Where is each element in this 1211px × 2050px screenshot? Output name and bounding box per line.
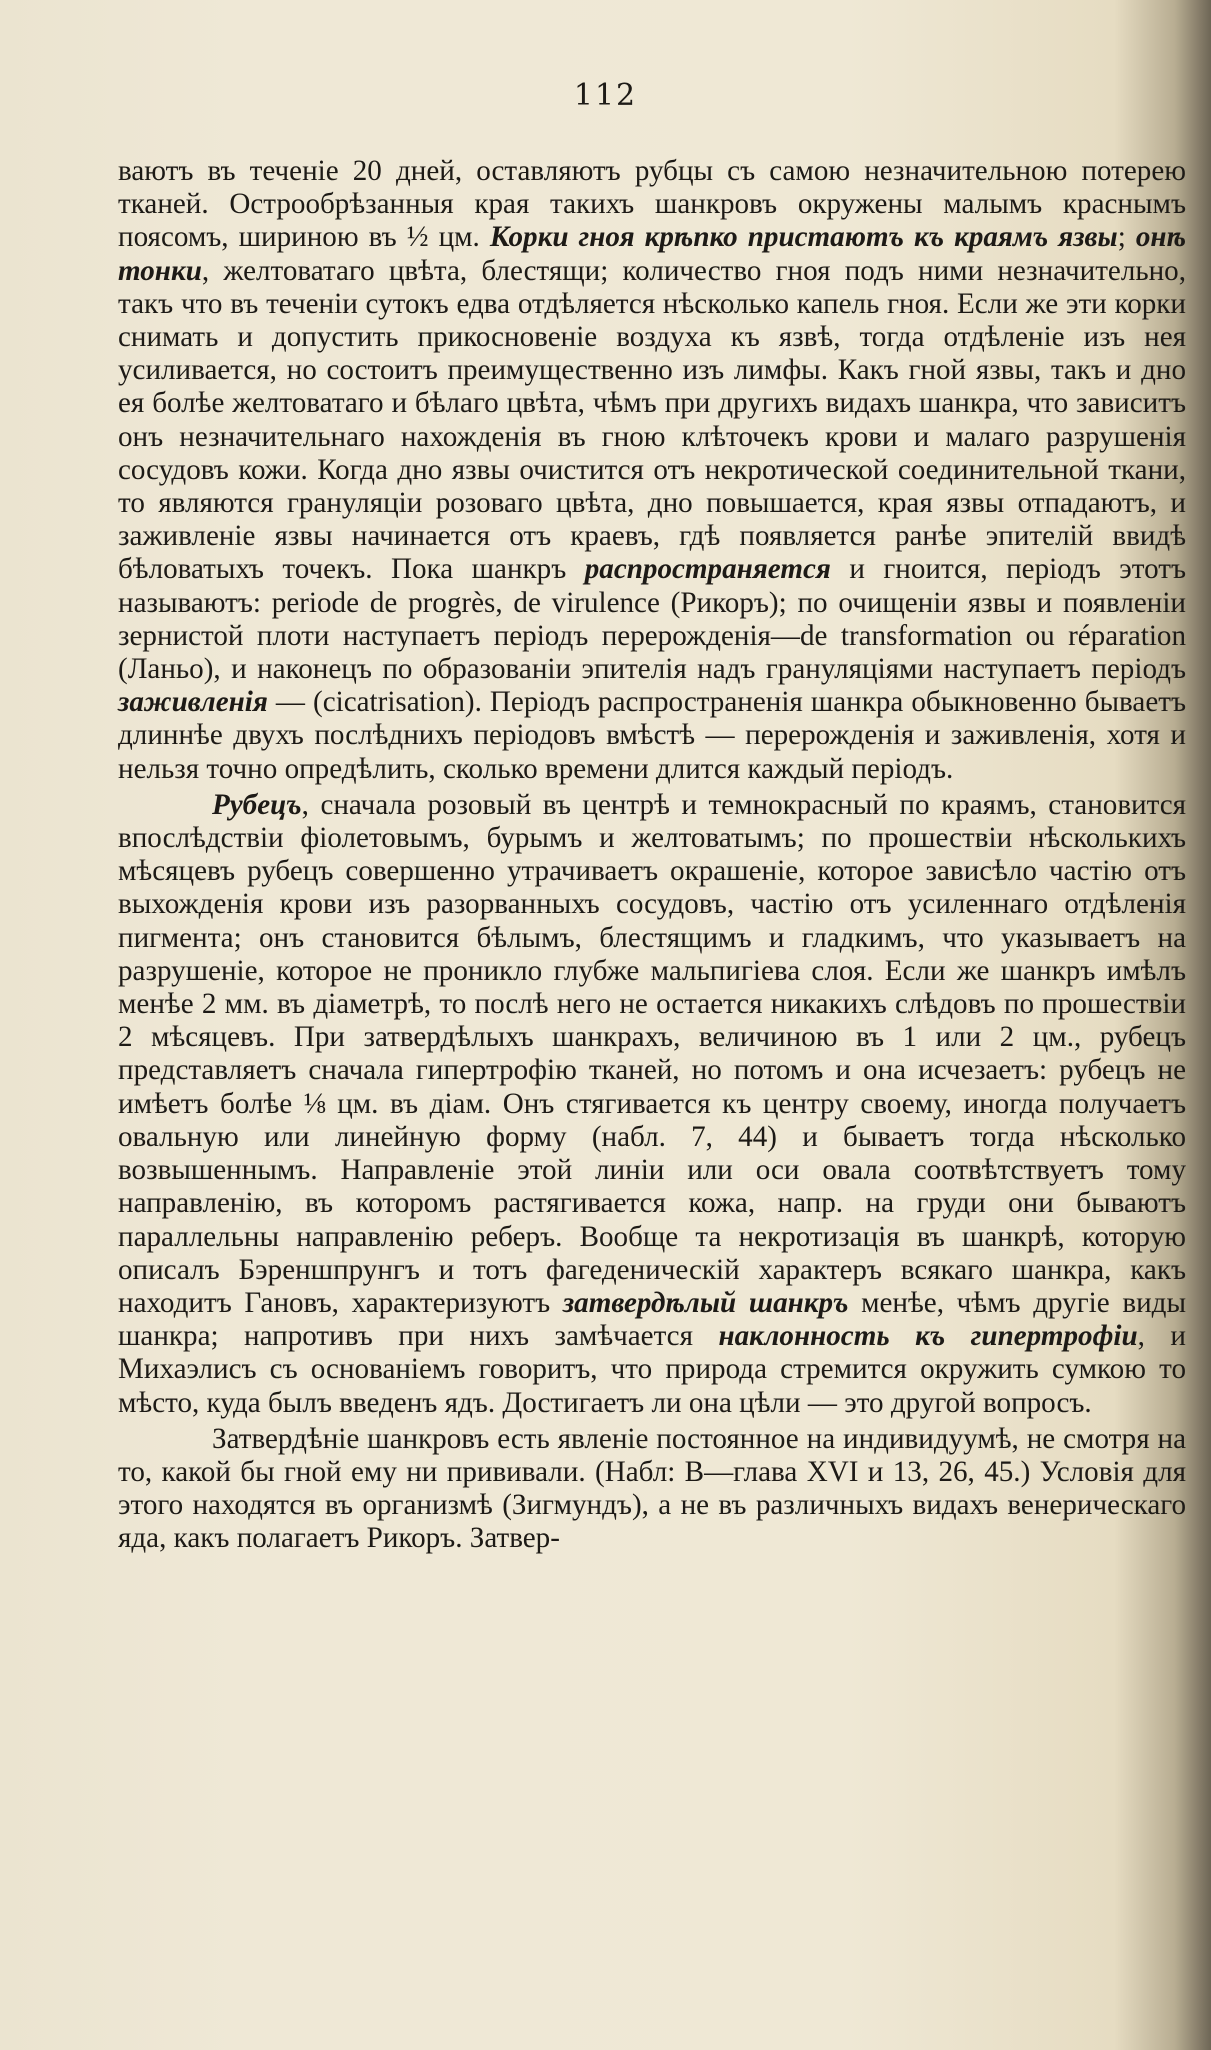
text-run: менѣе, чѣмъ другіе виды шанкра; напротивъ при нихъ замѣчается [118, 1286, 1186, 1353]
emphasized-text: затвердѣлый шанкръ [562, 1286, 849, 1319]
text-run: и гноится, періодъ этотъ называютъ: periode de progrès, de virulence (Рикоръ); по очищеніи язвы и появленіи зернистой плоти наступаетъ періодъ перерожденія—de transformation ou réparation (Ланьо), и наконецъ по образованіи эпителія надъ грануляціями наступаетъ періодъ [118, 553, 1186, 686]
emphasized-text: Рубецъ [212, 788, 302, 821]
emphasized-text: распространяется [584, 553, 831, 586]
page-number: 112 [573, 78, 638, 113]
text-run: ; [1117, 221, 1136, 254]
text-run: Затвердѣніе шанкровъ есть явленіе постоянное на индивидуумѣ, не смотря на то, какой бы гной ему ни прививали. (Набл: В—глава XVI и 13, 26, 45.) Условія для этого находятся въ организмѣ (Зигмундъ), а не въ различныхъ видахъ венерическаго яда, какъ полагаетъ Рикоръ. Затвер- [118, 1422, 1186, 1555]
emphasized-text: заживленія [118, 686, 268, 719]
emphasized-text: Корки гноя крѣпко пристаютъ къ краямъ язвы [489, 221, 1118, 254]
text-run: ваютъ въ теченіе 20 дней, оставляютъ рубцы съ самою незначительною потерею тканей. Острообрѣзанныя края такихъ шанкровъ окружены малымъ краснымъ поясомъ, шириною въ ½ цм. [118, 155, 1186, 254]
text-run: — (cicatrisation). Періодъ распространенія шанкра обыкновенно бываетъ длиннѣе двухъ послѣднихъ періодовъ вмѣстѣ — перерожденія и заживленія, хотя и нельзя точно опредѣлить, сколько времени длится каждый періодъ. [118, 686, 1186, 785]
paragraph-1 [118, 155, 1186, 786]
emphasized-text: наклонность къ гипертрофіи [718, 1320, 1138, 1353]
text-run: , и Михаэлисъ съ основаніемъ говоритъ, что природа стремится окружить сумкою то мѣсто, куда былъ введенъ ядъ. Достигаетъ ли она цѣли — это другой вопросъ. [118, 1320, 1186, 1419]
emphasized-text: онѣ тонки [118, 221, 1186, 287]
text-body [118, 155, 1186, 1556]
text-run: , желтоватаго цвѣта, блестящи; количество гноя подъ ними незначительно, такъ что въ теченіи сутокъ едва отдѣляется нѣсколько капель гноя. Если же эти корки снимать и допустить прикосновеніе воздуха къ язвѣ, тогда отдѣленіе изъ нея усиливается, но состоитъ преимущественно изъ лимфы. Какъ гной язвы, такъ и дно ея болѣе желтоватаго и бѣлаго цвѣта, чѣмъ при другихъ видахъ шанкра, что зависитъ онъ незначительнаго нахожденія въ гною клѣточекъ крови и малаго разрушенія сосудовъ кожи. Когда дно язвы очистится отъ некротической соединительной ткани, то являются грануляціи розоваго цвѣта, дно повышается, края язвы отпадаютъ, и заживленіе язвы начинается отъ краевъ, гдѣ появляется ранѣе эпителій ввидѣ бѣловатыхъ точекъ. Пока шанкръ [118, 254, 1186, 586]
paragraph-3 [118, 1423, 1186, 1556]
paragraph-2 [118, 789, 1186, 1420]
text-run: , сначала розовый въ центрѣ и темнокрасный по краямъ, становится впослѣдствіи фіолетовымъ, бурымъ и желтоватымъ; по прошествіи нѣсколькихъ мѣсяцевъ рубецъ совершенно утрачиваетъ окрашеніе, которое зависѣло частію отъ выхожденія крови изъ разорванныхъ сосудовъ, частію отъ усиленнаго отдѣленія пигмента; онъ становится бѣлымъ, блестящимъ и гладкимъ, что указываетъ на разрушеніе, которое не проникло глубже мальпигіева слоя. Если же шанкръ имѣлъ менѣе 2 мм. въ діаметрѣ, то послѣ него не остается никакихъ слѣдовъ по прошествіи 2 мѣсяцевъ. При затвердѣлыхъ шанкрахъ, величиною въ 1 или 2 цм., рубецъ представляетъ сначала гипертрофію тканей, но потомъ и она исчезаетъ: рубецъ не имѣетъ болѣе ⅛ цм. въ діам. Онъ стягивается къ центру своему, иногда получаетъ овальную или линейную форму (набл. 7, 44) и бываетъ тогда нѣсколько возвышеннымъ. Направленіе этой линіи или оси овала соотвѣтствуетъ тому направленію, въ которомъ растягивается кожа, напр. на груди они бываютъ параллельны направленію реберъ. Вообще та некротизація въ шанкрѣ, которую описалъ Бэреншпрунгъ и тотъ фагеденическій характеръ всякаго шанкра, какъ находитъ Гановъ, характеризуютъ [118, 788, 1186, 1319]
